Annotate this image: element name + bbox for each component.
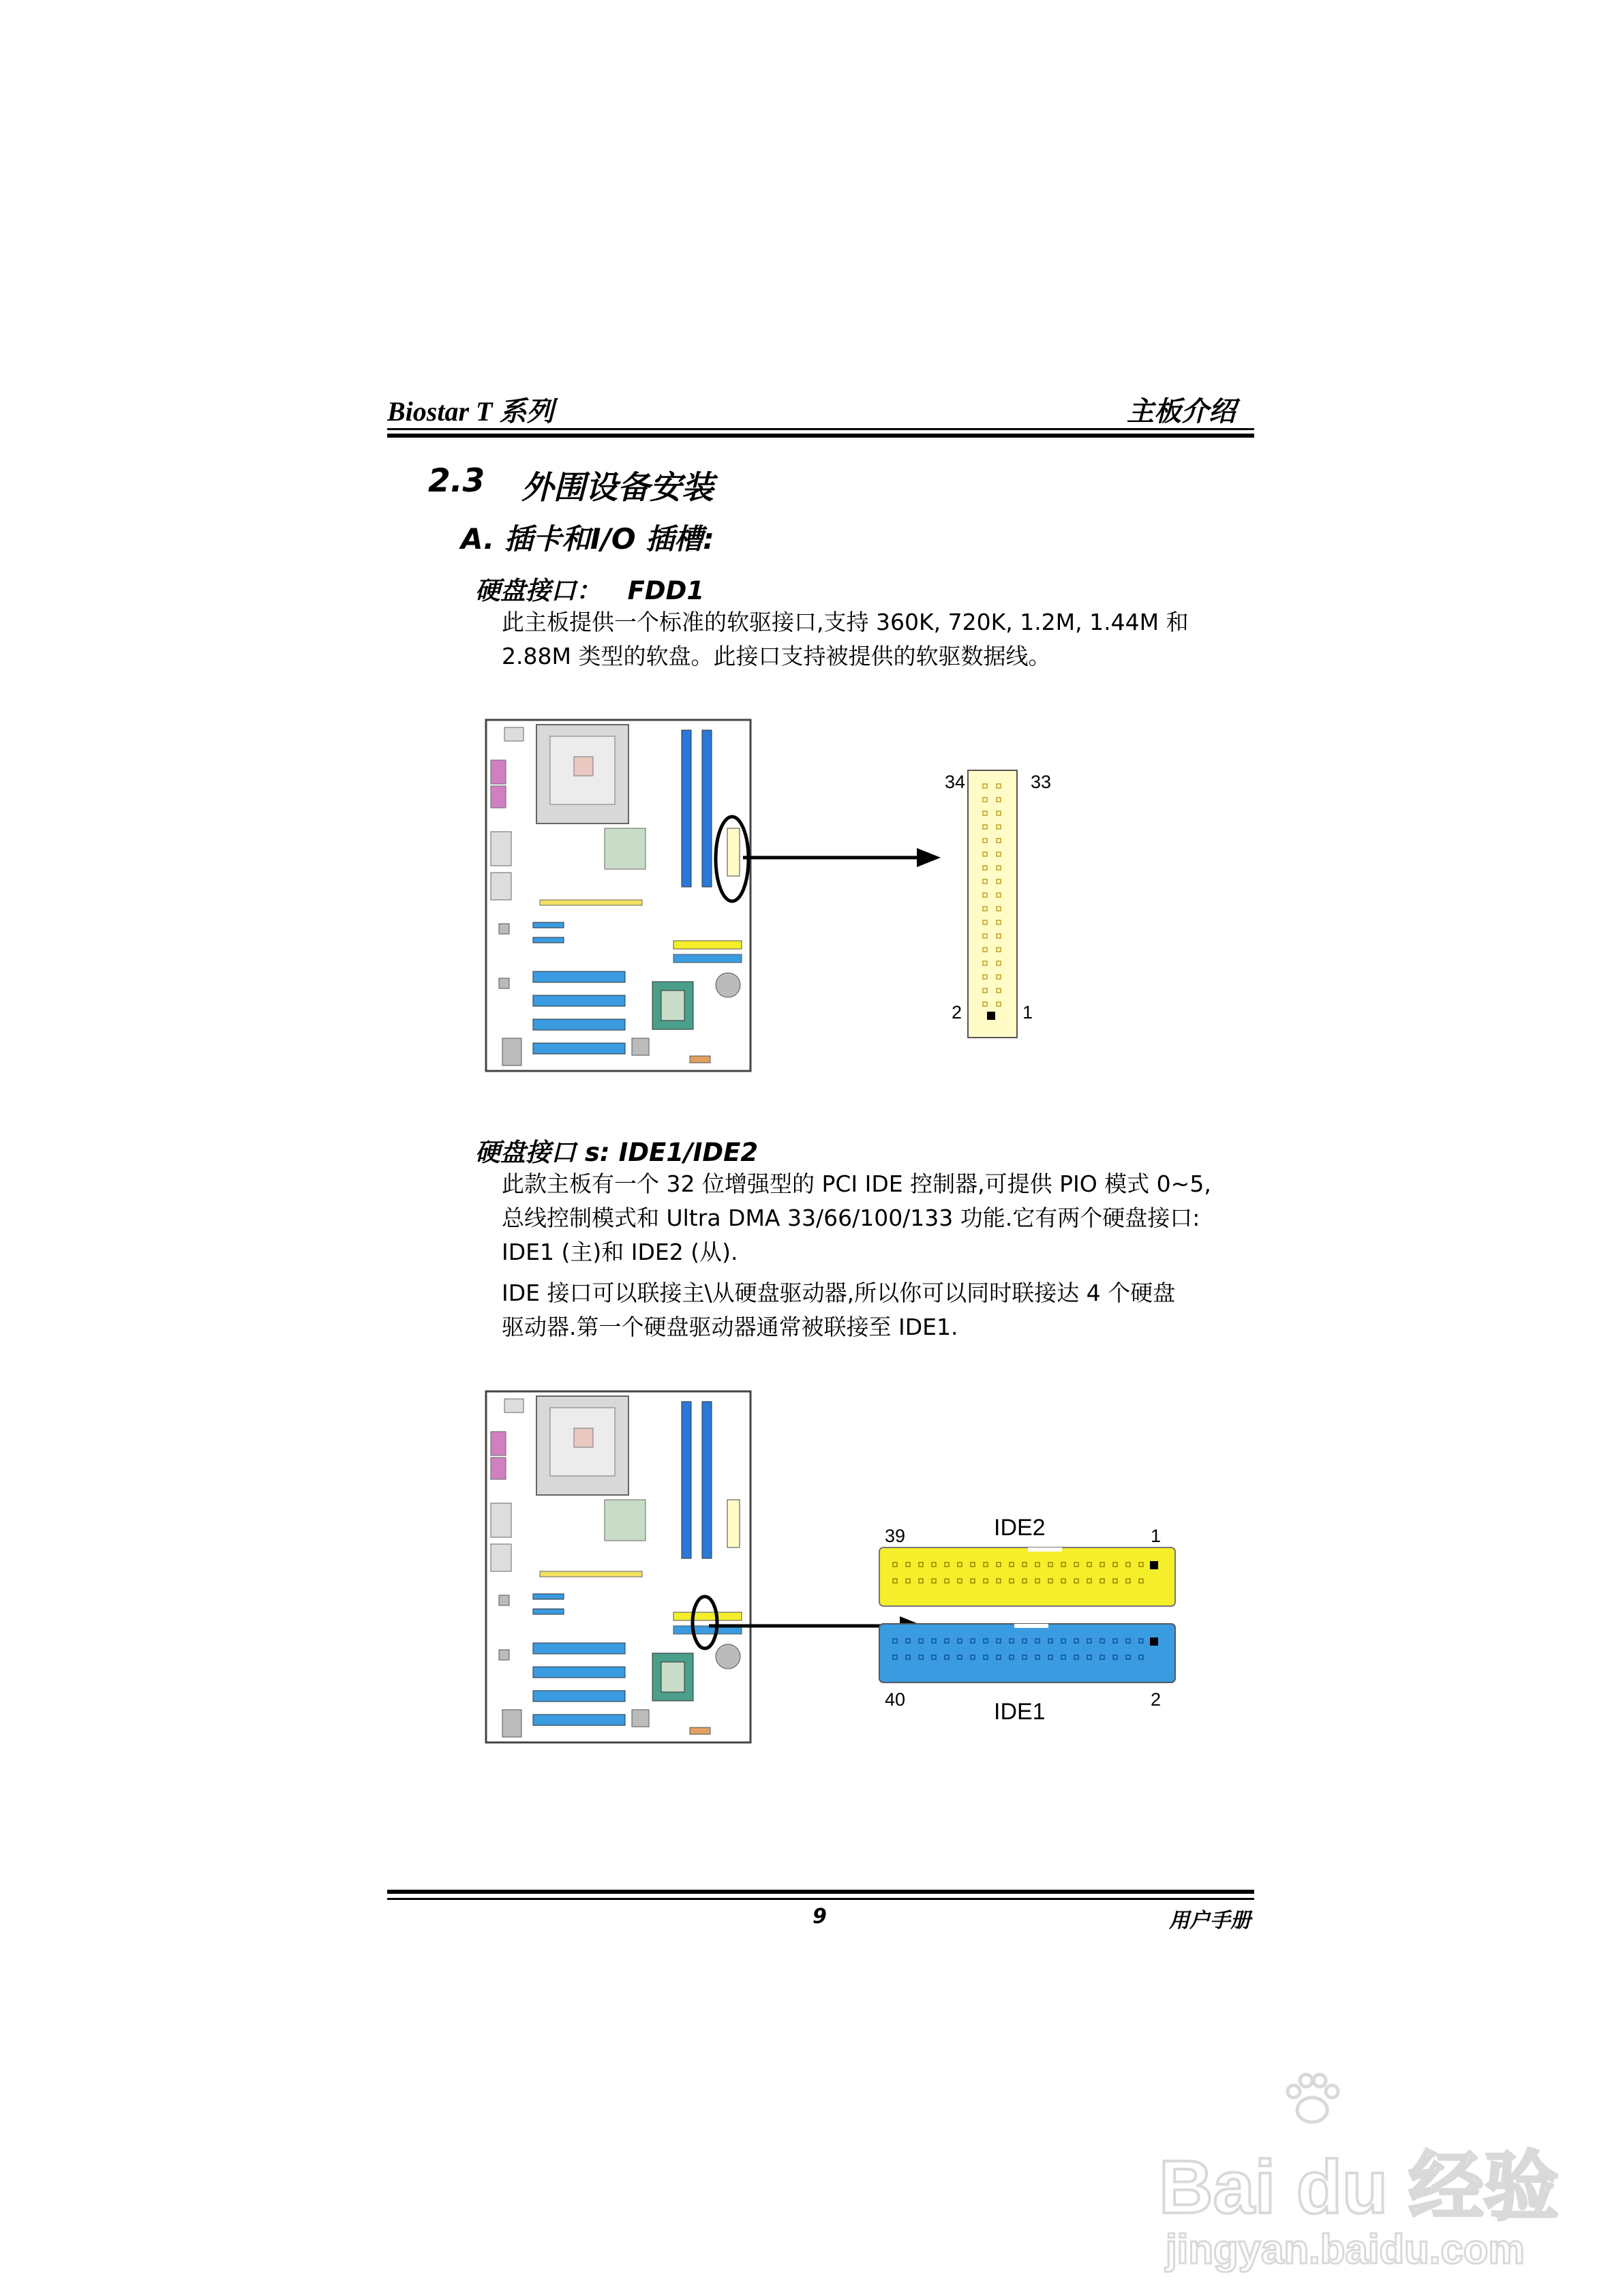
fdd-pin-33: 33	[1031, 772, 1052, 792]
header-rule-thin	[387, 428, 1254, 430]
fdd-pin-2: 2	[952, 1002, 962, 1023]
fdd-pin-34: 34	[945, 772, 966, 792]
ide2-connector	[878, 1546, 1178, 1609]
ide-para2-line2: 驱动器.第一个硬盘驱动器通常被联接至 IDE1.	[502, 1314, 958, 1340]
ide2-pin-1: 1	[1151, 1526, 1162, 1546]
motherboard-diagram-fdd	[485, 719, 759, 1074]
section-title: 外围设备安装	[521, 469, 714, 507]
ide-paragraph-2	[502, 1276, 1252, 1344]
ide-paragraph-1	[502, 1167, 1252, 1269]
watermark	[1159, 2072, 1559, 2277]
subsection-title: A. 插卡和I/O 插槽:	[461, 522, 714, 556]
ide-heading: 硬盘接口 s: IDE1/IDE2	[475, 1138, 759, 1167]
footer-right: 用户手册	[1169, 1909, 1251, 1933]
header-right: 主板介绍	[1127, 396, 1236, 427]
fdd-para-line1: 此主板提供一个标准的软驱接口,支持 360K, 720K, 1.2M, 1.44M 和	[502, 609, 1189, 635]
footer-rule-thick	[387, 1890, 1254, 1894]
fdd-paragraph	[502, 605, 1252, 674]
ide1-pin-2: 2	[1151, 1689, 1162, 1710]
arrow-fdd	[743, 845, 947, 873]
ide-para1-line1: 此款主板有一个 32 位增强型的 PCI IDE 控制器,可提供 PIO 模式 0~5,	[502, 1170, 1211, 1197]
section-number: 2.3	[428, 462, 485, 500]
fdd-heading: 硬盘接口： FDD1	[475, 576, 705, 605]
footer-rule-thin	[387, 1898, 1254, 1900]
ide-para1-line3: IDE1 (主)和 IDE2 (从).	[502, 1239, 738, 1265]
ide1-pin-40: 40	[885, 1689, 906, 1710]
header-left: Biostar T 系列	[387, 396, 554, 427]
ide-para1-line2: 总线控制模式和 Ultra DMA 33/66/100/133 功能.它有两个硬盘接口:	[502, 1205, 1200, 1231]
header-rule-thick	[387, 434, 1254, 438]
ide2-label: IDE2	[994, 1515, 1046, 1541]
watermark-url: jingyan.baidu.com	[1166, 2226, 1525, 2272]
motherboard-diagram-ide	[485, 1391, 759, 1745]
page-number: 9	[813, 1905, 827, 1929]
fdd-para-line2: 2.88M 类型的软盘。此接口支持被提供的软驱数据线。	[502, 643, 1051, 669]
fdd-connector	[967, 769, 1018, 1042]
fdd-pin-1: 1	[1022, 1002, 1033, 1023]
ide2-pin-39: 39	[885, 1526, 906, 1546]
ide1-label: IDE1	[994, 1699, 1046, 1725]
ide-para2-line1: IDE 接口可以联接主\从硬盘驱动器,所以你可以同时联接达 4 个硬盘	[502, 1280, 1176, 1306]
ide1-connector	[878, 1622, 1178, 1685]
baidu-paw-icon	[1281, 2072, 1343, 2127]
watermark-brand: Bai du 经验	[1159, 2145, 1559, 2229]
